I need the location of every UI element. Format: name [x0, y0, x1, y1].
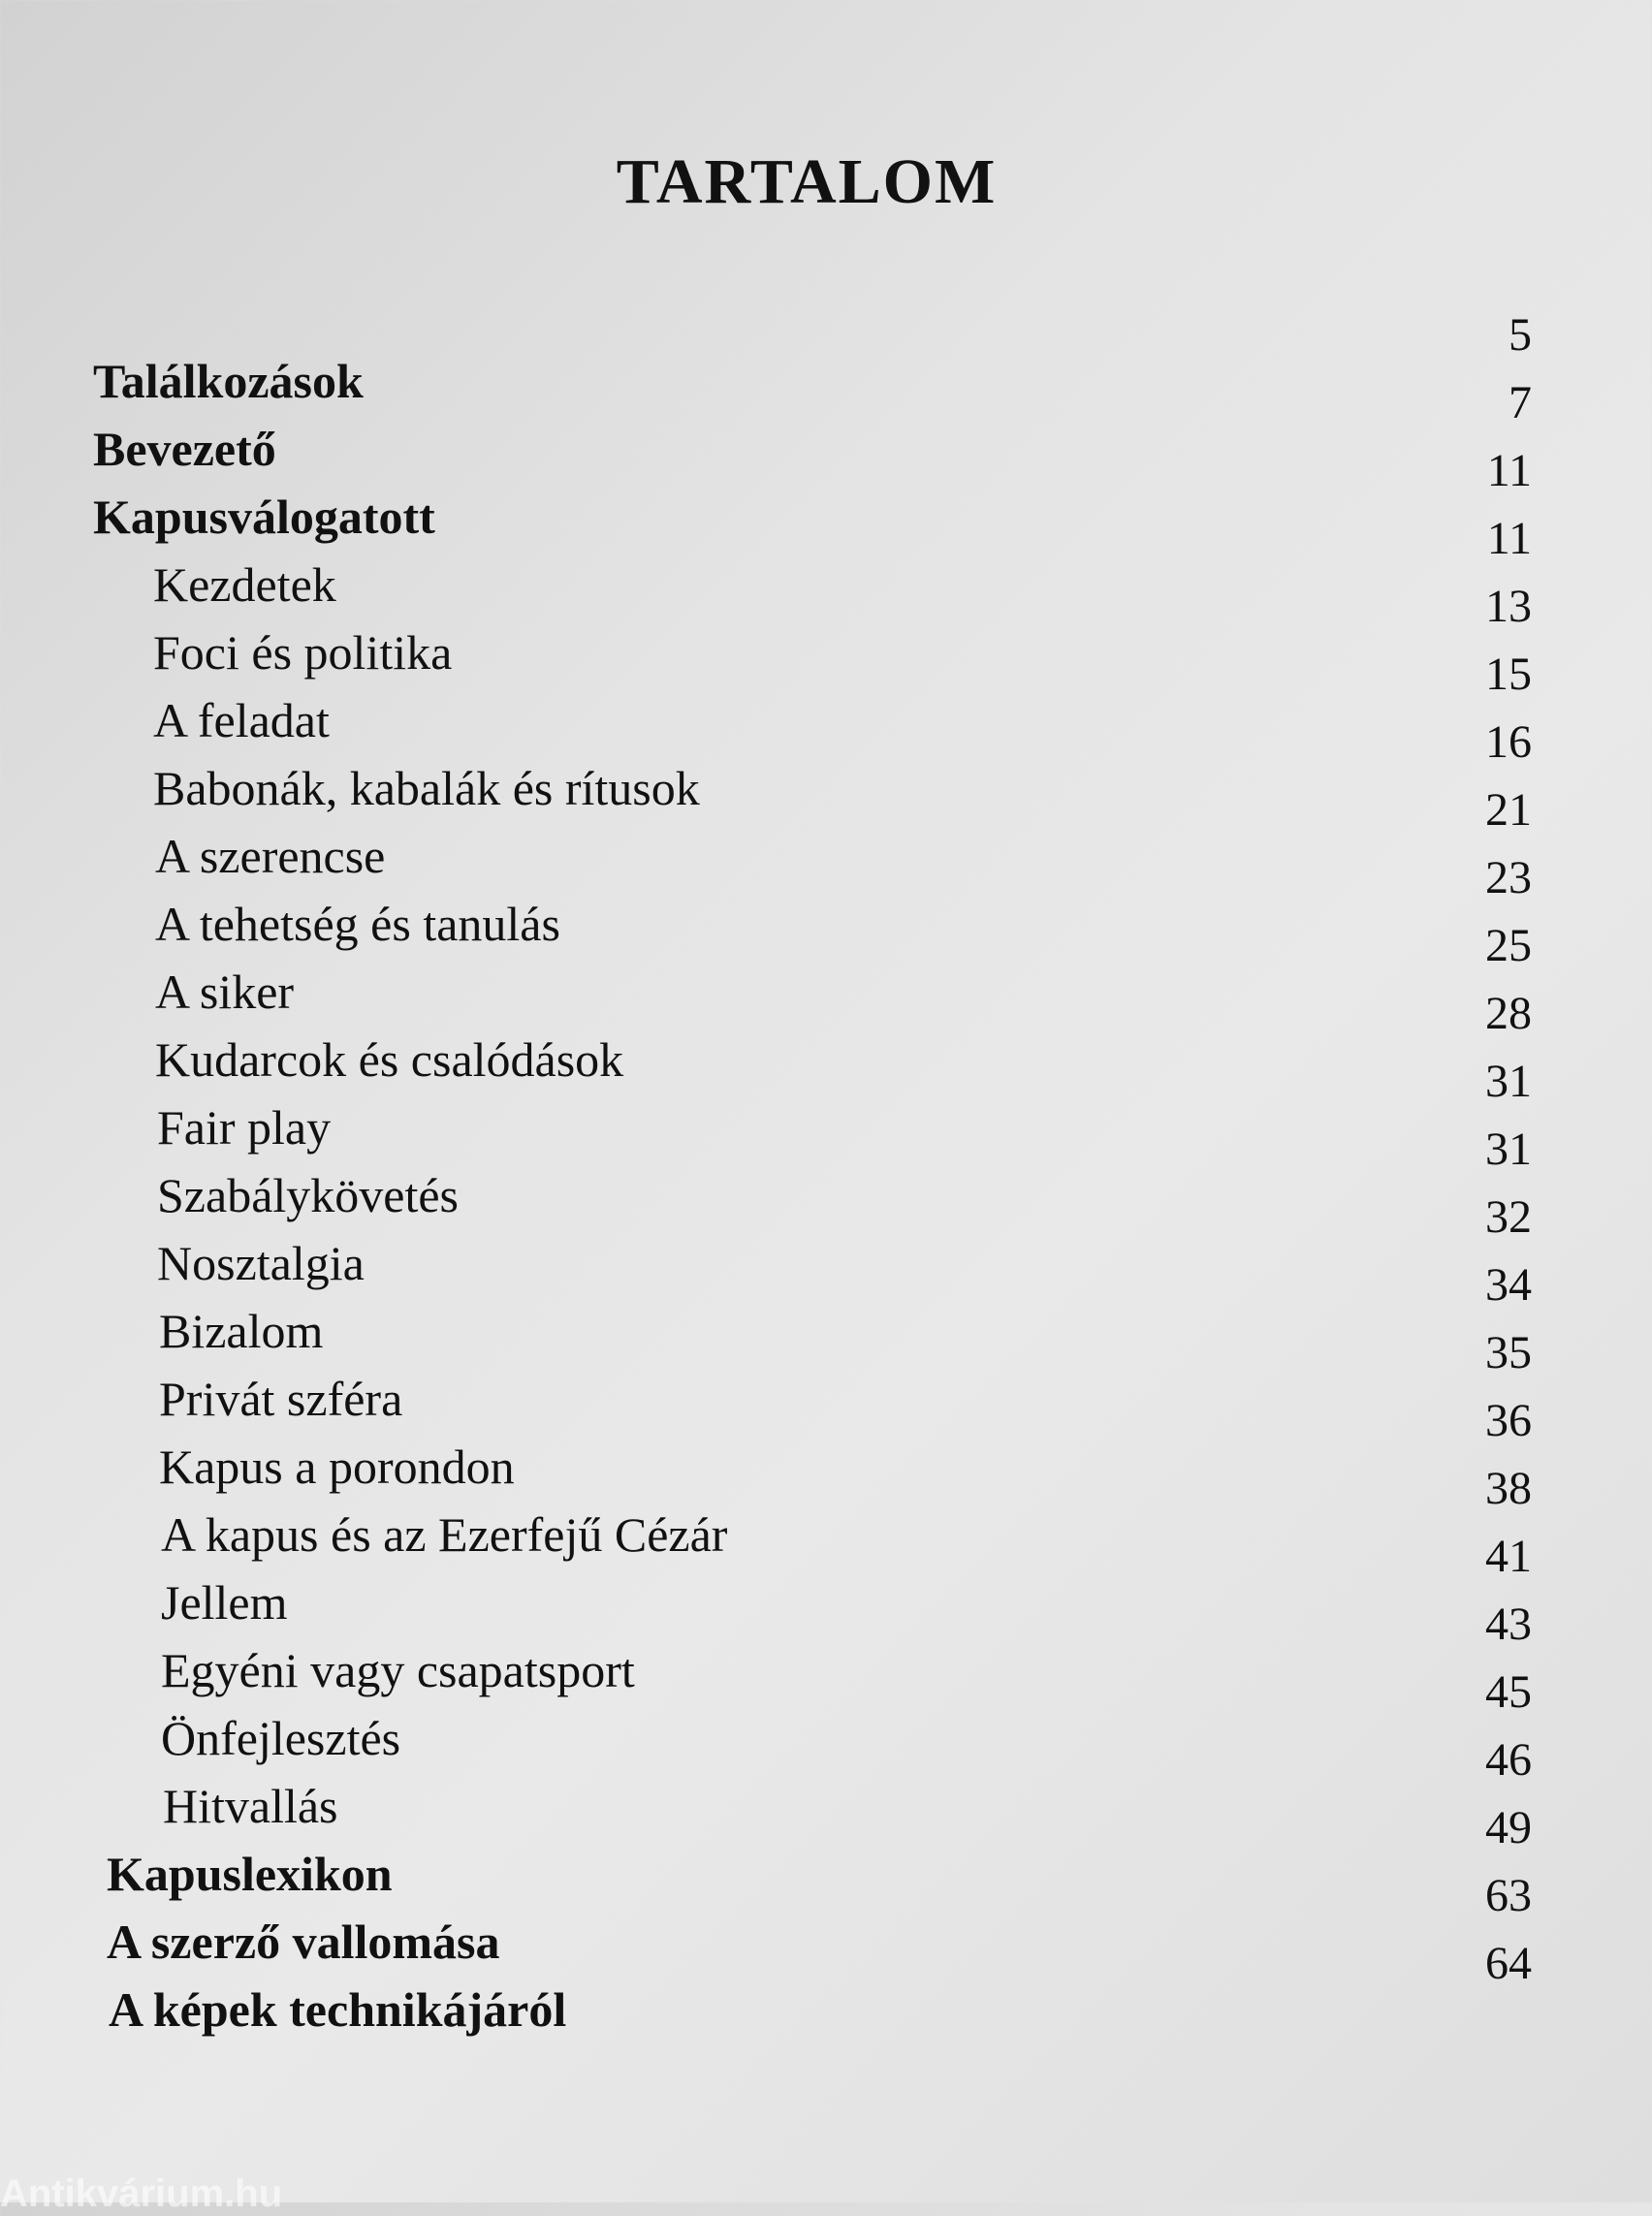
toc-entry: [0, 309, 1652, 408]
toc-entry-label: Kezdetek: [153, 557, 336, 612]
toc-entry-page: 5: [1509, 309, 1532, 361]
toc-entry-label: Privát szféra: [159, 1372, 403, 1426]
toc-entry-label: A feladat: [153, 693, 330, 747]
toc-entry-label: Fair play: [157, 1100, 332, 1155]
toc-entry-page: 35: [1485, 1327, 1532, 1378]
toc-entry-label: Egyéni vagy csapatsport: [161, 1643, 635, 1697]
toc-entry-page: 15: [1485, 649, 1532, 700]
toc-entry-page: 11: [1486, 513, 1532, 564]
toc-entry-label: Önfejlesztés: [161, 1711, 401, 1765]
toc-entry-page: 36: [1485, 1395, 1532, 1446]
toc-entry-page: 16: [1485, 716, 1532, 768]
toc-entry-page: 13: [1485, 581, 1532, 632]
toc-entry-page: 21: [1485, 784, 1532, 836]
toc-entry-page: 11: [1486, 445, 1532, 496]
toc-entry-page: 49: [1485, 1802, 1532, 1853]
toc-entry-page: 41: [1485, 1531, 1532, 1582]
toc-entry-label: Hitvallás: [163, 1779, 338, 1833]
toc-entry-page: 64: [1485, 1938, 1532, 1989]
toc-entry-label: Szabálykövetés: [157, 1168, 460, 1222]
toc-entry-label: Babonák, kabalák és rítusok: [153, 761, 700, 815]
toc-entry-page: 32: [1485, 1191, 1532, 1243]
toc-entry-page: 63: [1485, 1870, 1532, 1921]
toc-entry-label: Kapus a porondon: [159, 1440, 515, 1494]
toc-entry-label: A kapus és az Ezerfejű Cézár: [161, 1507, 728, 1562]
toc-entry-page: 43: [1485, 1599, 1532, 1650]
toc-entry-page: 23: [1485, 852, 1532, 903]
toc-entry-label: A képek technikájáról: [109, 1982, 567, 2037]
toc-entry-label: A szerző vallomása: [107, 1915, 500, 1969]
toc-entry-page: 7: [1509, 377, 1532, 428]
toc-entry-page: 28: [1485, 988, 1532, 1039]
toc-entry-label: Foci és politika: [153, 625, 453, 680]
toc-entry-page: 45: [1485, 1666, 1532, 1718]
toc-entry-label: Kapuslexikon: [107, 1847, 393, 1901]
toc-entry-page: 38: [1485, 1463, 1532, 1514]
toc-entry-page: 25: [1485, 920, 1532, 971]
toc-entry-label: Bevezető: [93, 422, 276, 476]
toc-entry-label: Bizalom: [159, 1304, 324, 1358]
toc-entry-label: Jellem: [161, 1575, 288, 1630]
toc-entry-page: 31: [1485, 1124, 1532, 1175]
toc-entry-label: A szerencse: [155, 829, 386, 883]
toc-entry-label: A tehetség és tanulás: [155, 897, 560, 951]
toc-entry-page: 34: [1485, 1259, 1532, 1311]
toc-entry-label: Nosztalgia: [157, 1236, 365, 1290]
toc-entry-label: Találkozások: [93, 354, 364, 408]
toc-entry-label: Kudarcok és csalódások: [155, 1032, 624, 1087]
toc-entry-label: Kapusválogatott: [93, 490, 435, 544]
toc-entry-page: 46: [1485, 1734, 1532, 1786]
toc-entry-label: A siker: [155, 965, 295, 1019]
watermark: Antikvárium.hu: [0, 2172, 283, 2215]
toc-entry-page: 31: [1485, 1056, 1532, 1107]
page-title: TARTALOM: [616, 146, 998, 217]
